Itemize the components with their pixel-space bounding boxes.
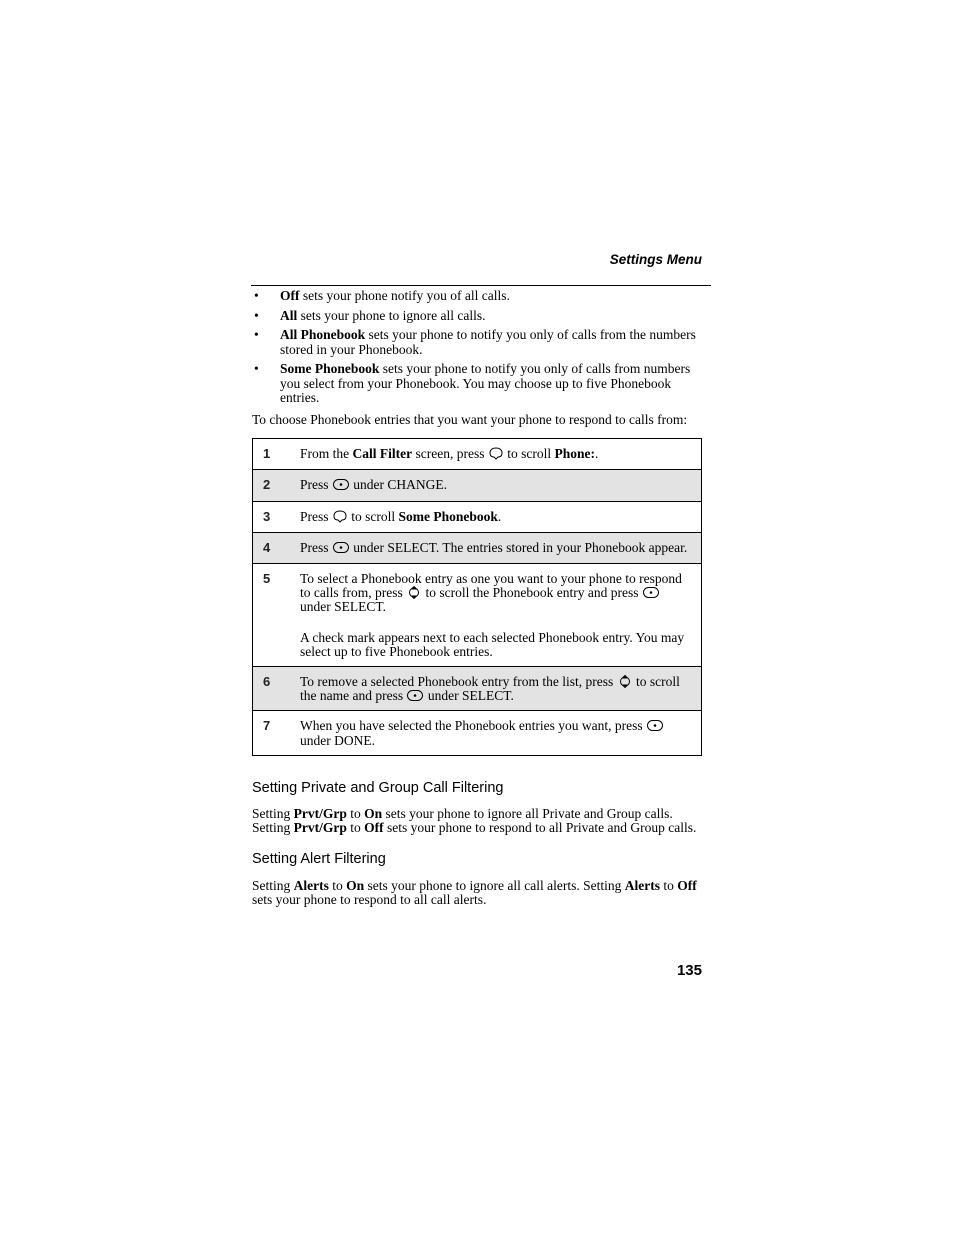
option-name: Some Phonebook <box>280 361 380 377</box>
list-item <box>252 362 702 405</box>
page-number: 135 <box>676 962 702 979</box>
list-item <box>252 309 702 323</box>
table-row <box>253 439 702 470</box>
table-row <box>253 666 702 710</box>
header-rule <box>251 285 711 286</box>
scroll-key-icon <box>407 586 421 599</box>
table-row <box>253 501 702 532</box>
softkey-icon <box>643 586 659 599</box>
softkey-icon <box>647 719 663 732</box>
step-number: 3 <box>253 501 301 532</box>
scroll-key-icon <box>618 675 632 688</box>
option-description: sets your phone to notify you only of calls from numbers you select from your Phonebook. You may choose up to five Phonebook entries. <box>280 361 691 405</box>
bullet: • <box>254 327 259 343</box>
table-row <box>253 711 702 755</box>
list-item <box>252 289 702 303</box>
table-row <box>253 470 702 501</box>
running-header: Settings Menu <box>609 252 702 267</box>
bullet: • <box>254 361 259 377</box>
list-item <box>252 328 702 356</box>
step-number: 5 <box>253 563 301 666</box>
scroll-key-icon <box>333 510 347 523</box>
step-number: 1 <box>253 439 301 470</box>
option-name: All Phonebook <box>280 327 366 343</box>
section-paragraph: Setting Prvt/Grp to On sets your phone to ignore all Private and Group calls. Setting Prvt/Grp to Off sets your phone to respond to all Private and Group calls. <box>252 805 697 836</box>
step-text: From the Call Filter screen, press to scroll Phone:. <box>300 439 702 470</box>
step-text: To select a Phonebook entry as one you want to your phone to respond to calls from, press to scroll the Phonebook entry and press under SELECT. A check mark appears next to each selected Phonebook entry. You may select up to five Phonebook entries. <box>300 563 702 666</box>
option-description: sets your phone to ignore all calls. <box>297 307 486 323</box>
filter-options-list <box>252 289 702 405</box>
option-name: Off <box>280 288 300 303</box>
option-description: sets your phone notify you of all calls. <box>299 288 510 303</box>
bullet: • <box>254 307 259 323</box>
step-text: To remove a selected Phonebook entry from the list, press to scroll the name and press under SELECT. <box>300 666 702 710</box>
table-row <box>253 563 702 666</box>
option-description: sets your phone to notify you only of calls from the numbers stored in your Phonebook. <box>280 327 696 357</box>
step-text: Press under SELECT. The entries stored in your Phonebook appear. <box>300 532 702 563</box>
section-paragraph: Setting Alerts to On sets your phone to ignore all call alerts. Setting Alerts to Off sets your phone to respond to all call alerts. <box>252 877 697 907</box>
page-body <box>252 289 702 907</box>
softkey-icon <box>407 689 423 702</box>
scroll-key-icon <box>489 447 503 460</box>
steps-table <box>252 438 702 756</box>
step-number: 4 <box>253 532 301 563</box>
step-text: Press under CHANGE. <box>300 470 702 501</box>
softkey-icon <box>333 541 349 554</box>
step-number: 6 <box>253 666 301 710</box>
step-number: 7 <box>253 711 301 755</box>
option-name: All <box>280 307 298 323</box>
step-text: When you have selected the Phonebook entries you want, press under DONE. <box>300 711 702 755</box>
bullet: • <box>254 288 259 303</box>
step-note: A check mark appears next to each selected Phonebook entry. You may select up to five Phonebook entries. <box>300 629 685 659</box>
step-text: Press to scroll Some Phonebook. <box>300 501 702 532</box>
intro-paragraph: To choose Phonebook entries that you want your phone to respond to calls from: <box>252 411 688 427</box>
softkey-icon <box>333 478 349 491</box>
step-number: 2 <box>253 470 301 501</box>
section-heading: Setting Alert Filtering <box>252 851 386 868</box>
section-heading: Setting Private and Group Call Filtering <box>252 779 504 796</box>
table-row <box>253 532 702 563</box>
